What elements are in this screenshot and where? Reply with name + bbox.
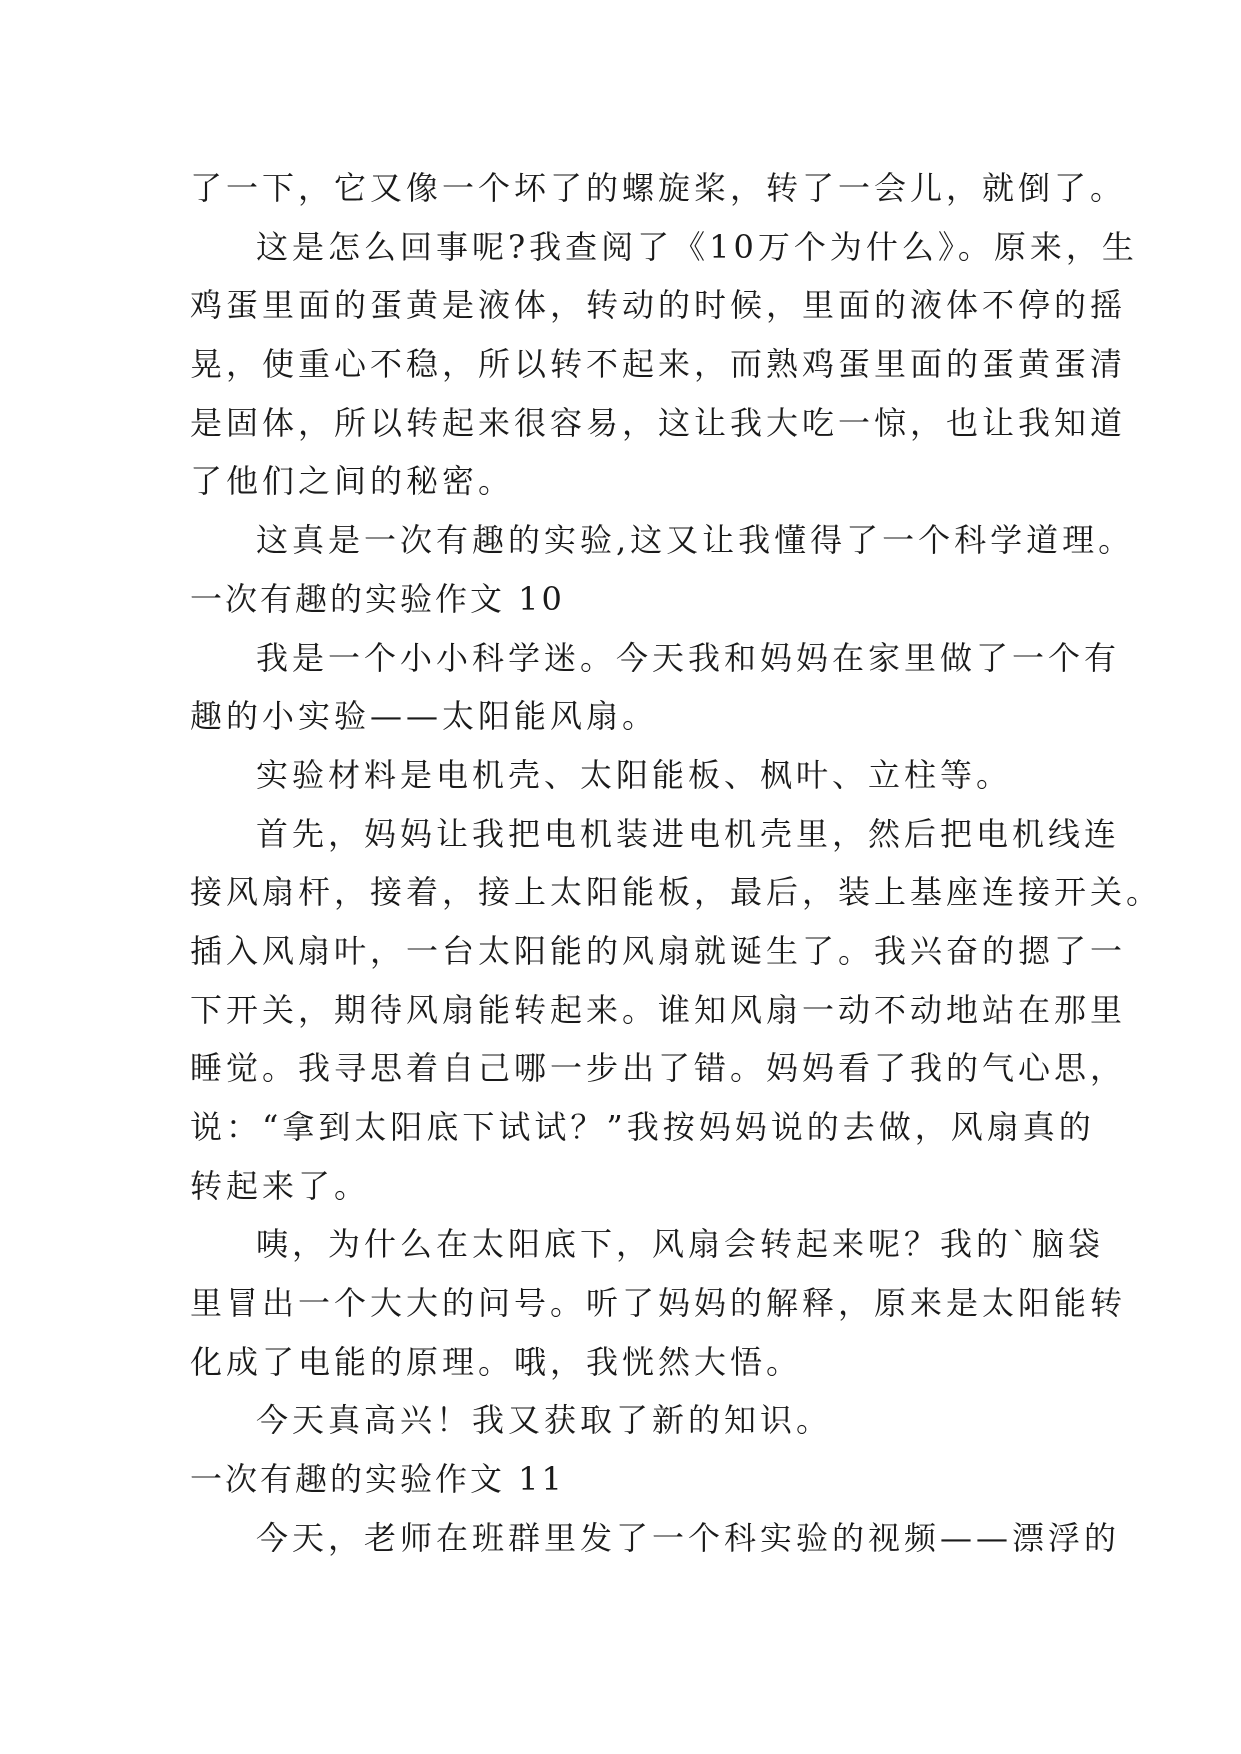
text-line: 睡觉。我寻思着自己哪一步出了错。妈妈看了我的气心思， <box>190 1049 1127 1088</box>
text-line: 这是怎么回事呢?我查阅了《10万个为什么》。原来，生 <box>256 227 1138 266</box>
text-line: 下开关，期待风扇能转起来。谁知风扇一动不动地站在那里 <box>190 990 1127 1029</box>
text-line: 了一下，它又像一个坏了的螺旋桨，转了一会儿，就倒了。 <box>190 169 1127 207</box>
text-line: 化成了电能的原理。哦，我恍然大悟。 <box>190 1342 803 1381</box>
text-line: 首先，妈妈让我把电机装进电机壳里，然后把电机线连 <box>256 814 1121 853</box>
text-line: 实验材料是电机壳、太阳能板、枫叶、立柱等。 <box>256 755 1013 794</box>
text-line: 趣的小实验——太阳能风扇。 <box>190 697 659 736</box>
text-line: 接风扇杆，接着，接上太阳能板，最后，装上基座连接开关。 <box>190 873 1163 912</box>
text-line: 插入风扇叶，一台太阳能的风扇就诞生了。我兴奋的摁了一 <box>190 931 1127 970</box>
text-line: 是固体，所以转起来很容易，这让我大吃一惊，也让我知道 <box>190 403 1127 442</box>
text-line: 鸡蛋里面的蛋黄是液体，转动的时候，里面的液体不停的摇 <box>190 286 1127 325</box>
text-line: 今天真高兴！我又获取了新的知识。 <box>256 1401 833 1440</box>
section-heading: 一次有趣的实验作文 10 <box>190 579 565 618</box>
text-line: 了他们之间的秘密。 <box>190 462 515 501</box>
text-line: 转起来了。 <box>190 1166 371 1205</box>
text-line: 这真是一次有趣的实验,这又让我懂得了一个科学道理。 <box>256 521 1135 560</box>
text-line: 今天，老师在班群里发了一个科实验的视频——漂浮的 <box>256 1518 1121 1557</box>
text-line: 晃，使重心不稳，所以转不起来，而熟鸡蛋里面的蛋黄蛋清 <box>190 345 1127 384</box>
text-line: 咦，为什么在太阳底下，风扇会转起来呢？我的`脑袋 <box>256 1225 1105 1264</box>
text-line: 我是一个小小科学迷。今天我和妈妈在家里做了一个有 <box>256 638 1121 677</box>
text-line: 里冒出一个大大的问号。听了妈妈的解释，原来是太阳能转 <box>190 1284 1127 1323</box>
document-body <box>190 159 1163 1568</box>
section-heading: 一次有趣的实验作文 11 <box>190 1460 565 1499</box>
text-line: 说：“拿到太阳底下试试？”我按妈妈说的去做，风扇真的 <box>190 1108 1095 1146</box>
